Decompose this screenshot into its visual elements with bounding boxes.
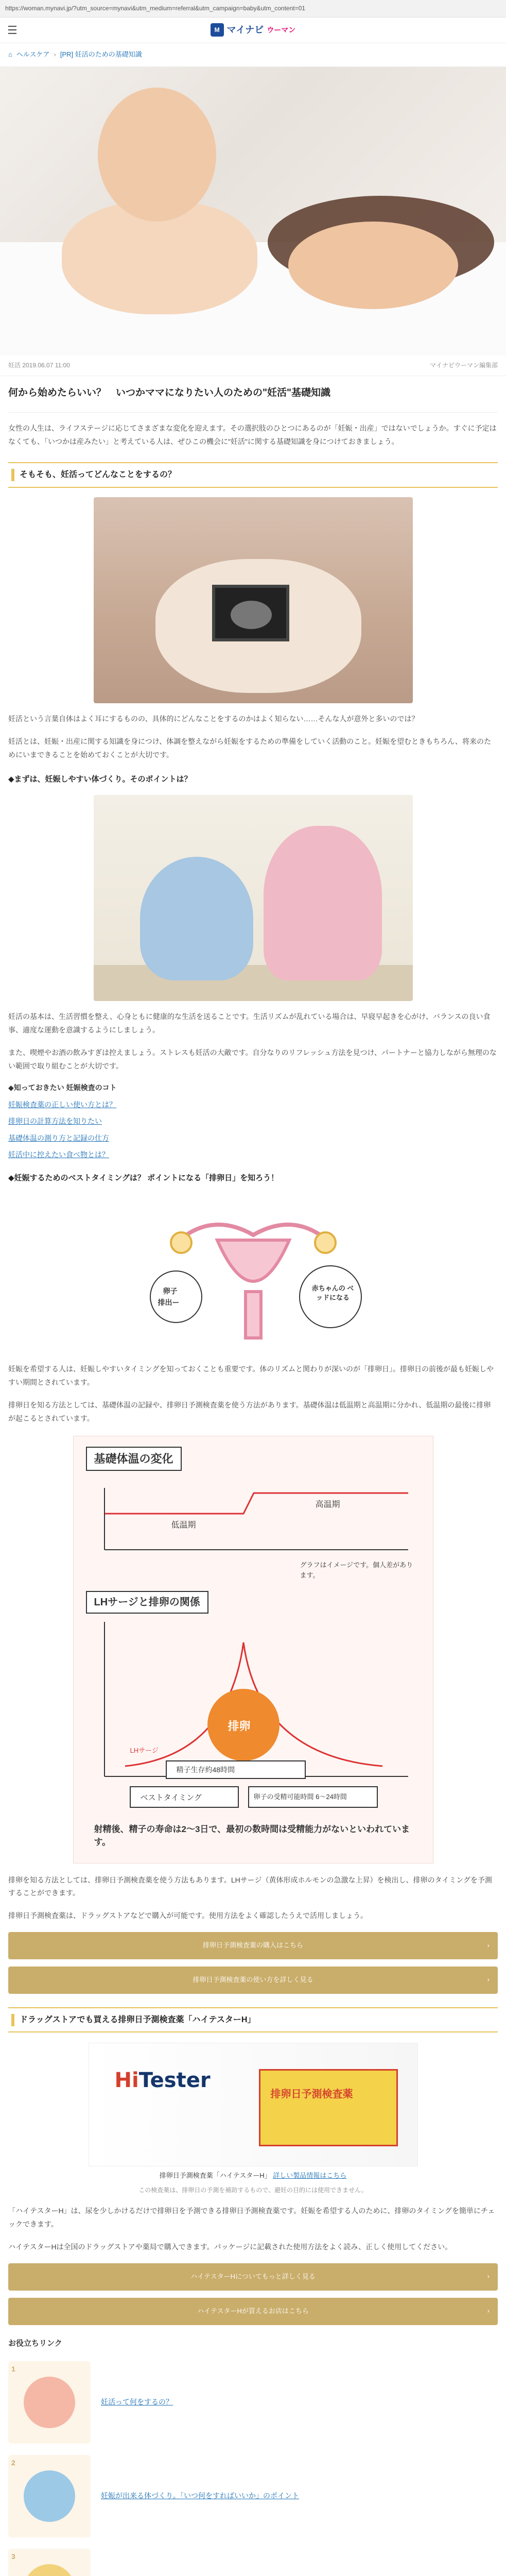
- related-links: [8, 1082, 498, 1160]
- product-brand-a: Hi: [114, 2069, 139, 2093]
- list-number: 3: [11, 2552, 15, 2561]
- product-caption-link[interactable]: 詳しい製品情報はこちら: [273, 2172, 347, 2180]
- product-brand: [115, 2064, 211, 2097]
- uterus-diagram-svg: [99, 1194, 408, 1353]
- list-item[interactable]: [8, 2361, 498, 2444]
- para-9: 「ハイテスターH」は、尿を少しかけるだけで排卵日を予測できる排卵日予測検査薬です。妊娠を希望する人のために、排卵のタイミングを簡単にチェックできます。: [8, 2207, 495, 2229]
- subheading-2: ◆妊娠するためのベストタイミングは？ ポイントになる「排卵日」を知ろう！: [8, 1174, 279, 1183]
- product-note: この検査薬は、排卵日の予測を補助するもので、避妊の目的には使用できません。: [138, 2187, 368, 2194]
- breadcrumb-health[interactable]: ヘルスケア: [16, 50, 50, 58]
- product-image[interactable]: [89, 2043, 418, 2166]
- hamburger-menu-icon[interactable]: ☰: [7, 23, 18, 37]
- list-item[interactable]: [8, 2455, 498, 2537]
- article-author: マイナビウーマン編集部: [430, 361, 498, 369]
- product-caption-text: 排卵日予測検査薬「ハイテスターH」: [159, 2172, 271, 2180]
- hero-image: [0, 67, 506, 355]
- thumb-figure: [24, 2470, 75, 2522]
- cta-button-4[interactable]: [8, 2298, 498, 2325]
- cta-button-3[interactable]: [8, 2263, 498, 2291]
- logo-sub: ウーマン: [267, 26, 296, 35]
- url-text: https://woman.mynavi.jp/?utm_source=mynavi&utm_medium=referral&utm_campaign=baby&utm_content=01: [5, 4, 305, 12]
- breadcrumb: [0, 43, 506, 67]
- section-heading-2-text: ドラッグストアでも買える排卵日予測検査薬「ハイテスターH」: [20, 2015, 256, 2024]
- cta-button-2-label: 排卵日予測検査薬の使い方を詳しく見る: [193, 1975, 313, 1984]
- cta-button-4-label: ハイテスターHが買えるお店はこちら: [197, 2307, 309, 2315]
- section-heading-1: [8, 462, 498, 488]
- article-date: 妊活 2019.06.07 11:00: [8, 361, 70, 369]
- site-logo[interactable]: [211, 23, 296, 38]
- recommended-heading: [8, 2337, 498, 2350]
- logo-mark: M: [211, 23, 224, 37]
- hero-baby-face: [98, 88, 216, 222]
- chart-label-egg-span: 卵子の受精可能時間 6〜24時間: [253, 1792, 347, 1801]
- para-6: 排卵日を知る方法としては、基礎体温の記録や、排卵日予測検査薬を使う方法があります。基礎体温は低温期と高温期に分かれ、低温期の最後に排卵が起こるとされています。: [8, 1400, 491, 1422]
- list-number: 2: [11, 2458, 15, 2467]
- para-4: また、喫煙やお酒の飲みすぎは控えましょう。ストレスも妊活の大敵です。自分なりのリフレッシュ方法を見つけ、パートナーと協力しながら無理のない範囲で取り組むことが大切です。: [8, 1048, 497, 1070]
- thumb-figure: [24, 2564, 75, 2576]
- thumb-figure: [24, 2377, 75, 2428]
- recommended-heading-text: お役立ちリンク: [8, 2338, 62, 2348]
- section-heading-2: [8, 2007, 498, 2033]
- list-link[interactable]: 妊娠が出来る体づくり。「いつ何をすればいいか」のポイント: [101, 2492, 299, 2500]
- chevron-right-icon: ›: [487, 2273, 490, 2281]
- chart-label-high: 高温期: [315, 1500, 340, 1509]
- list-number: 1: [11, 2364, 15, 2373]
- ovulation-chart: [73, 1436, 433, 1863]
- product-brand-b: Tester: [138, 2069, 211, 2093]
- chart-footer-text: 射精後、精子の寿命は2〜3日で、最初の数時間は受精能力がないといわれています。: [94, 1824, 410, 1847]
- site-header: [0, 18, 506, 43]
- list-link[interactable]: 妊活って何をするの？: [101, 2398, 173, 2406]
- chart-label-low: 低温期: [171, 1520, 196, 1530]
- breadcrumb-current: [PR] 妊活のための基礎知識: [60, 50, 142, 58]
- photo-child: [140, 857, 253, 980]
- chart-label-sperm: 精子生存約48時間: [176, 1765, 235, 1774]
- article-content: [0, 376, 506, 2576]
- heading-bar-icon: [11, 2014, 14, 2026]
- uterus-diagram: [99, 1194, 408, 1353]
- para-5: 妊娠を希望する人は、妊娠しやすいタイミングを知っておくことも重要です。体のリズムと関わりが深いのが「排卵日」。排卵日の前後が最も妊娠しやすい期間とされています。: [8, 1364, 494, 1386]
- heading-bar-icon: [11, 469, 14, 481]
- mother-child-photo: [94, 795, 413, 1001]
- diagram-label-out: 排出ー: [158, 1298, 180, 1307]
- related-links-heading: ◆知っておきたい 妊娠検査のコト: [8, 1083, 117, 1092]
- list-thumbnail: [8, 2549, 91, 2576]
- ultrasound-photo: [94, 497, 413, 703]
- para-3: 妊活の基本は、生活習慣を整え、心身ともに健康的な生活を送ることです。生活リズムが乱れている場合は、早寝早起きを心がけ、バランスの良い食事、適度な運動を意識するようにしましょう。: [8, 1012, 491, 1034]
- list-thumbnail: [8, 2455, 91, 2537]
- diagram-label-egg: 卵子: [163, 1286, 178, 1295]
- url-bar: [0, 0, 506, 18]
- chart-title-temp: 基礎体温の変化: [86, 1447, 182, 1471]
- cta-button-3-label: ハイテスターHについてもっと詳しく見る: [190, 2273, 316, 2281]
- breadcrumb-separator: ›: [54, 50, 56, 58]
- cta-button-2[interactable]: [8, 1967, 498, 1994]
- chart-title-lh: LHサージと排卵の関係: [86, 1591, 208, 1614]
- chart-note: グラフはイメージです。個人差があります。: [300, 1561, 413, 1580]
- cta-button-1[interactable]: [8, 1932, 498, 1959]
- list-thumbnail: [8, 2361, 91, 2444]
- cta-button-1-label: 排卵日予測検査薬の購入はこちら: [202, 1941, 303, 1950]
- para-1: 妊活という言葉自体はよく耳にするものの、具体的にどんなことをするのかはよく知らない……そんな人が意外と多いのでは？: [8, 714, 419, 723]
- article-intro: 女性の人生は、ライフステージに応じてさまざまな変化を迎えます。その選択肢のひとつにあるのが「妊娠・出産」ではないでしょうか。すぐに予定はなくても、「いつかは産みたい」と考えている人は、ぜひこの機会に"妊活"に関する基礎知識を身につけておきましょう。: [8, 424, 497, 446]
- chart-label-lh: LHサージ: [130, 1746, 159, 1754]
- para-8: 排卵日予測検査薬は、ドラッグストアなどで購入が可能です。使用方法をよく確認したうえで活用しましょう。: [8, 1911, 368, 1920]
- ultrasound-inner: [231, 601, 272, 629]
- related-link-3[interactable]: 基礎体温の測り方と記録の仕方: [8, 1133, 109, 1142]
- chevron-right-icon: ›: [487, 2307, 490, 2315]
- product-box: [259, 2069, 398, 2146]
- related-link-2[interactable]: 排卵日の計算方法を知りたい: [8, 1117, 102, 1126]
- ultrasound-image: [212, 585, 289, 641]
- para-10: ハイテスターHは全国のドラッグストアや薬局で購入できます。パッケージに記載された使用方法をよく読み、正しく使用してください。: [8, 2243, 452, 2251]
- diagram-label-baby: 赤ちゃんの ベッドになる: [311, 1284, 354, 1302]
- chart-label-best: ベストタイミング: [140, 1793, 202, 1802]
- chevron-right-icon: ›: [487, 1941, 490, 1950]
- section-heading-1-text: そもそも、妊活ってどんなことをするの？: [20, 470, 177, 480]
- subheading-1: ◆まずは、妊娠しやすい体づくり。そのポイントは？: [8, 775, 192, 784]
- related-link-4[interactable]: 妊活中に控えたい食べ物とは？: [8, 1150, 109, 1159]
- related-link-1[interactable]: 妊娠検査薬の正しい使い方とは？: [8, 1100, 116, 1109]
- article-title: 何から始めたらいい？ いつかママになりたい人のための"妊活"基礎知識: [8, 376, 498, 413]
- home-icon[interactable]: ⌂: [8, 50, 12, 58]
- hero-mother-face: [288, 222, 458, 309]
- photo-mother: [264, 826, 382, 980]
- para-2: 妊活とは、妊娠・出産に関する知識を身につけ、体調を整えながら妊娠をするための準備をしていく活動のこと。妊娠を望むときもちろん、将来のためにいまできることを始めておくことが大切です。: [8, 737, 491, 759]
- logo-text: マイナビ: [226, 25, 264, 36]
- product-box-text: 排卵日予測検査薬: [270, 2089, 353, 2100]
- chart-label-ovulation: 排卵: [228, 1719, 251, 1733]
- product-caption: [8, 2171, 498, 2181]
- chevron-right-icon: ›: [487, 1975, 490, 1984]
- article-meta: [0, 355, 506, 376]
- list-item[interactable]: [8, 2549, 498, 2576]
- para-7: 排卵を知る方法としては、排卵日予測検査薬を使う方法もあります。LHサージ（黄体形成ホルモンの急激な上昇）を検出し、排卵のタイミングを予測することができます。: [8, 1875, 492, 1897]
- recommended-links: [8, 2337, 498, 2576]
